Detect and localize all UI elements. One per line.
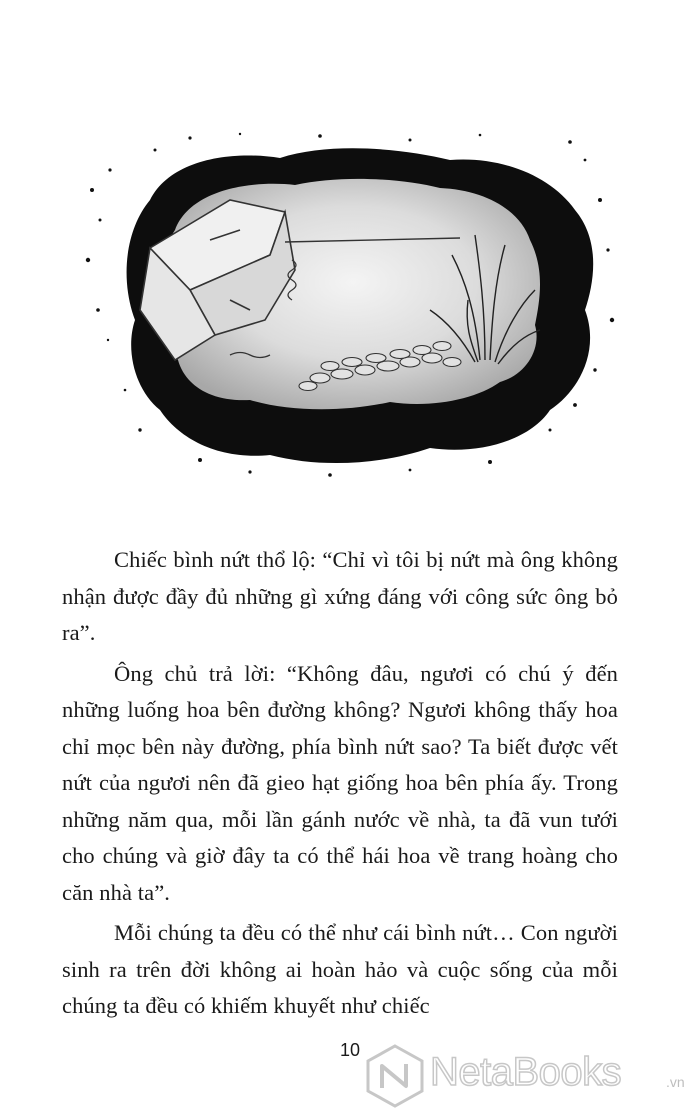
paragraph-3: Mỗi chúng ta đều có thể như cái bình nứt… Con người sinh ra trên đời không ai hoàn hảo và cuộc sống của mỗi chúng ta đều có khiếm khuyết như chiếc (62, 920, 618, 1018)
illustration (80, 130, 620, 480)
page-number: 10 (339, 1040, 361, 1060)
watermark-brand: NetaBooks (430, 1050, 622, 1094)
body-text (62, 542, 618, 1029)
watermark-suffix: .vn (666, 1074, 685, 1090)
paragraph-1: Chiếc bình nứt thổ lộ: “Chỉ vì tôi bị nứt mà ông không nhận được đầy đủ những gì xứng đáng với công sức ông bỏ ra”. (62, 547, 618, 645)
paragraph-2: Ông chủ trả lời: “Không đâu, ngươi có chú ý đến những luống hoa bên đường không? Ngươi không thấy hoa chỉ mọc bên này đường, phía bình nứt sao? Ta biết được vết nứt của ngươi nên đã gieo hạt giống hoa bên phía ấy. Trong những năm qua, mỗi lần gánh nước về nhà, ta đã vun tưới cho chúng và giờ đây ta có thể hái hoa về trang hoàng cho căn nhà ta”. (62, 660, 618, 905)
netabooks-logo-icon (364, 1044, 426, 1108)
watermark (364, 1044, 694, 1108)
